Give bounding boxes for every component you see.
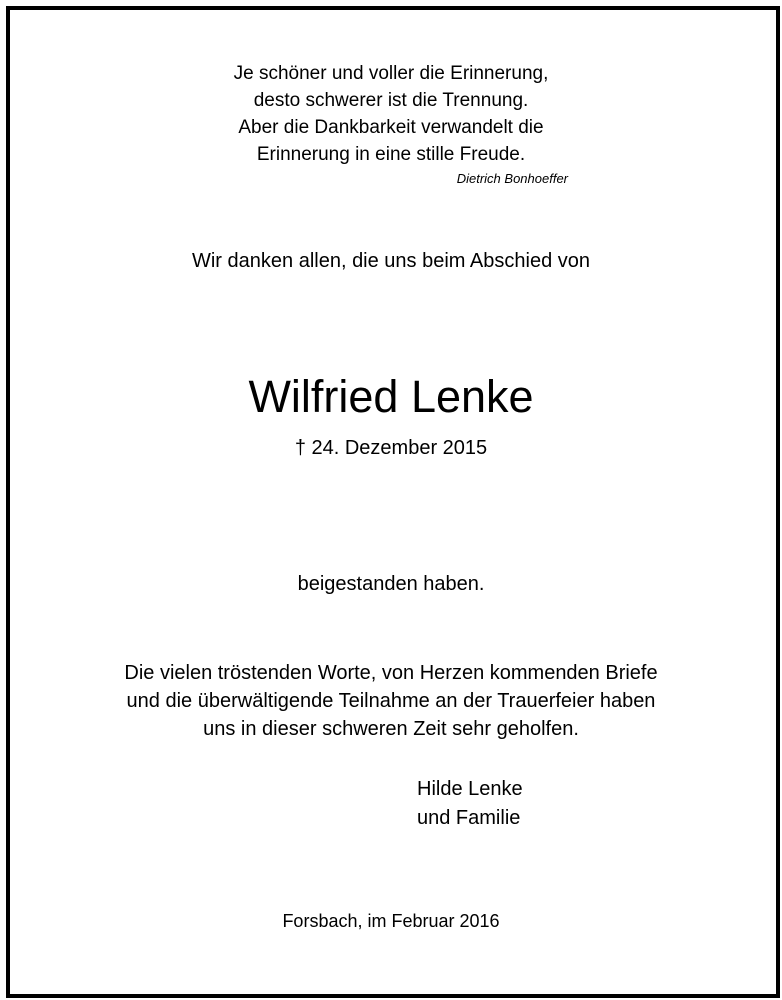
- quote-line: Aber die Dankbarkeit verwandelt die: [238, 117, 544, 138]
- place-date: Forsbach, im Februar 2016: [282, 911, 500, 931]
- quote-line: Je schöner und voller die Erinnerung,: [233, 63, 549, 84]
- message-line: Die vielen tröstenden Worte, von Herzen kommenden Briefe: [124, 662, 658, 684]
- quote-line: desto schwerer ist die Trennung.: [253, 90, 529, 111]
- signature-line: und Familie: [417, 807, 521, 829]
- thanks-intro: Wir danken allen, die uns beim Abschied von: [191, 250, 590, 272]
- message-line: uns in dieser schweren Zeit sehr geholfen.: [203, 718, 579, 740]
- quote: [0, 60, 782, 168]
- death-date: † 24. Dezember 2015: [294, 437, 488, 459]
- quote-line: Erinnerung in eine stille Freude.: [256, 144, 526, 165]
- signature-line: Hilde Lenke: [417, 778, 523, 800]
- supported-text: beigestanden haben.: [297, 573, 485, 595]
- deceased-name: Wilfried Lenke: [248, 371, 534, 422]
- quote-author: Dietrich Bonhoeffer: [456, 171, 568, 186]
- message-line: und die überwältigende Teilnahme an der Trauerfeier haben: [126, 690, 656, 712]
- signature: [417, 775, 523, 833]
- thank-you-message: [0, 659, 782, 743]
